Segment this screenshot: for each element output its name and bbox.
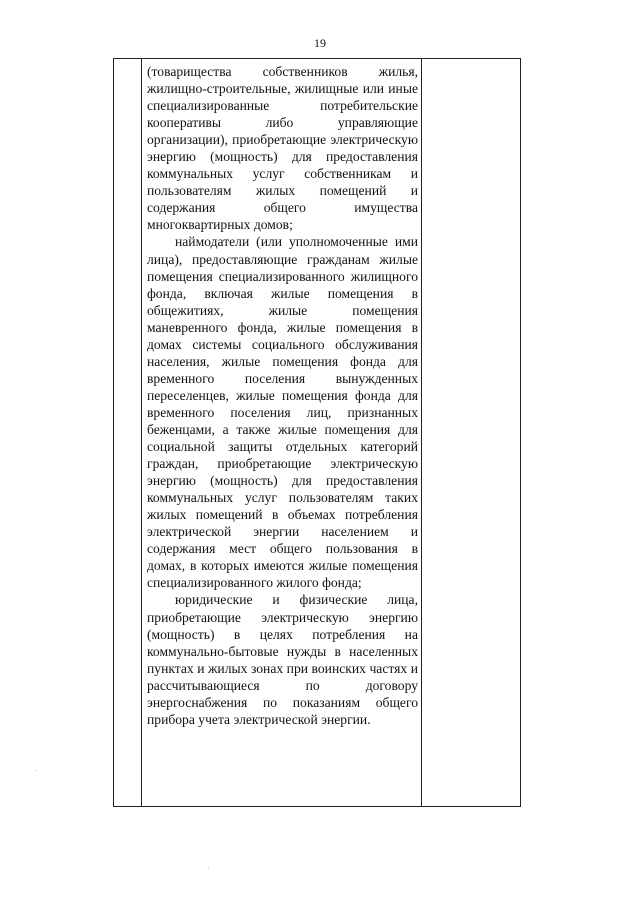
table-cell-text — [147, 63, 418, 728]
document-table — [113, 58, 521, 807]
paragraph-housing-associations: (товарищества собственников жилья, жилищно-строительные, жилищные или иные специализированные потребительские кооперативы либо управляющие организации), приобретающие электрическую энергию (мощность) для предоставления коммунальных услуг собственникам и пользователям жилых помещений и содержания общего имущества многоквартирных домов; — [147, 64, 418, 233]
column-divider-right — [421, 59, 422, 806]
column-divider-left — [141, 59, 142, 806]
page-number: 19 — [314, 36, 326, 50]
paragraph-legal-and-natural-persons: юридические и физические лица, приобретающие электрическую энергию (мощность) в целях потребления на коммунально-бытовые нужды в населенных пунктах и жилых зонах при воинских частях и рассчитывающиеся по договору энергоснабжения по показаниям общего прибора учета электрической энергии. — [147, 592, 418, 727]
paragraph-landlords: наймодатели (или уполномоченные ими лица), предоставляющие гражданам жилые помещения специализированного жилищного фонда, включая жилые помещения в общежитиях, жилые помещения маневренного фонда, жилые помещения в домах системы социального обслуживания населения, жилые помещения фонда для временного поселения вынужденных переселенцев, жилые помещения фонда для временного поселения лиц, признанных беженцами, а также жилые помещения для социальной защиты отдельных категорий граждан, приобретающие электрическую энергию (мощность) для предоставления коммунальных услуг пользователям таких жилых помещений в объемах потребления электрической энергии населением и содержания мест общего пользования в домах, в которых имеются жилые помещения специализированного жилого фонда; — [147, 234, 418, 591]
scan-speck — [208, 868, 209, 869]
scan-speck — [36, 770, 37, 771]
